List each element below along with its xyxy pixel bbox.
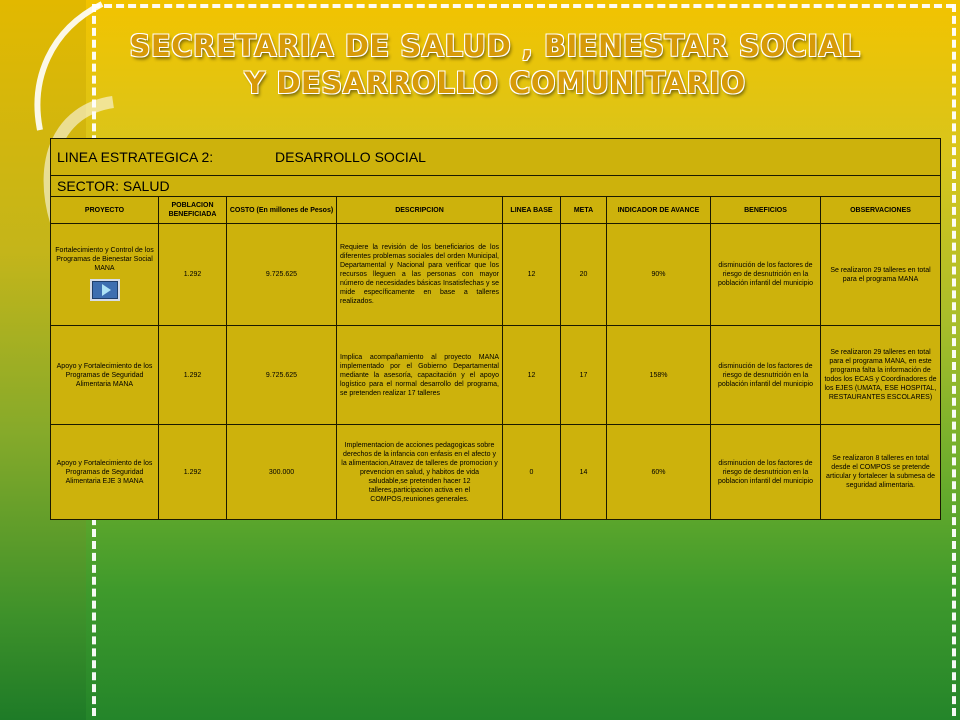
sector-label: SECTOR: — [57, 178, 119, 194]
table-row — [51, 425, 941, 520]
cell-descripcion: Implementacion de acciones pedagogicas sobre derechos de la infancia con enfasis en el afecto y la alimentacion,Atravez de talleres de promocion y prevencion en salud, y habitos de vida saludable,se pretenden hacer 12 talleres,participacion activa en el COMPOS,reuniones generales. — [337, 425, 503, 520]
col-header-costo: COSTO (En millones de Pesos) — [227, 197, 337, 224]
table-header-row — [51, 197, 941, 224]
cell-linea-base: 0 — [503, 425, 561, 520]
cell-indicador: 158% — [607, 326, 711, 425]
cell-observaciones: Se realizaron 29 talleres en total para el programa MANA — [821, 224, 941, 326]
projects-table-container — [50, 138, 940, 520]
cell-costo: 9.725.625 — [227, 224, 337, 326]
cell-observaciones: Se realizaron 8 talleres en total desde el COMPOS se pretende articular y fortalecer la submesa de seguridad alimentaria. — [821, 425, 941, 520]
table-row — [51, 224, 941, 326]
slide-title — [100, 28, 890, 102]
col-header-proyecto: PROYECTO — [51, 197, 159, 224]
table-row — [51, 326, 941, 425]
col-header-meta: META — [561, 197, 607, 224]
col-header-indicador: INDICADOR DE AVANCE — [607, 197, 711, 224]
cell-beneficios: disminución de los factores de riesgo de desnutrición en la población infantil del municipio — [711, 326, 821, 425]
cell-linea-base: 12 — [503, 326, 561, 425]
dashed-border-right — [952, 4, 956, 716]
cell-observaciones: Se realizaron 29 talleres en total para el programa MANA, en este programa falta la información de todos los ECAS y Coordinadores de los EJES (UMATA, ESE HOSPITAL, RESTAURANTES ESCOLARES) — [821, 326, 941, 425]
cell-beneficios: disminucion de los factores de riesgo de desnutricion en la poblacion infantil del municipio — [711, 425, 821, 520]
cell-proyecto: Apoyo y Fortalecimiento de los Programas de Seguridad Alimentaria EJE 3 MANA — [51, 425, 159, 520]
sector-row — [51, 176, 941, 197]
cell-beneficios: disminución de los factores de riesgo de desnutrición en la población infantil del municipio — [711, 224, 821, 326]
strategic-line-value: DESARROLLO SOCIAL — [275, 149, 426, 165]
cell-poblacion: 1.292 — [159, 326, 227, 425]
col-header-descripcion: DESCRIPCION — [337, 197, 503, 224]
cell-poblacion: 1.292 — [159, 224, 227, 326]
col-header-linea-base: LINEA BASE — [503, 197, 561, 224]
cell-costo: 9.725.625 — [227, 326, 337, 425]
strategic-line-label: LINEA ESTRATEGICA 2: — [57, 149, 214, 165]
slide-title-line1: SECRETARIA DE SALUD , BIENESTAR SOCIAL — [129, 29, 861, 63]
cell-indicador: 60% — [607, 425, 711, 520]
cell-meta: 20 — [561, 224, 607, 326]
col-header-beneficios: BENEFICIOS — [711, 197, 821, 224]
col-header-observaciones: OBSERVACIONES — [821, 197, 941, 224]
sector-value: SALUD — [122, 178, 170, 194]
cell-descripcion: Requiere la revisión de los beneficiarios de los diferentes problemas sociales del orden Municipal, Departamental y Nacional para verificar que los recursos lleguen a las personas con mayor número de necesidades básicas Insatisfechas y se mide específicamente en base a talleres realizados. — [337, 224, 503, 326]
cell-meta: 17 — [561, 326, 607, 425]
cell-proyecto-text: Fortalecimiento y Control de los Programas de Bienestar Social MANA — [55, 246, 154, 272]
cell-costo: 300.000 — [227, 425, 337, 520]
cell-meta: 14 — [561, 425, 607, 520]
dashed-border-top — [92, 4, 954, 8]
cell-poblacion: 1.292 — [159, 425, 227, 520]
next-slide-icon[interactable] — [90, 279, 120, 301]
strategic-line-row — [51, 139, 941, 176]
cell-linea-base: 12 — [503, 224, 561, 326]
cell-descripcion: Implica acompañamiento al proyecto MANA implementado por el Gobierno Departamental mediante la asesoría, capacitación y el apoyo logístico para el normal desarrollo del programa, se pretenden realizar 17 talleres — [337, 326, 503, 425]
cell-proyecto: Apoyo y Fortalecimiento de los Programas de Seguridad Alimentaria MANA — [51, 326, 159, 425]
col-header-poblacion: POBLACION BENEFICIADA — [159, 197, 227, 224]
slide-title-line2: Y DESARROLLO COMUNITARIO — [244, 66, 746, 100]
projects-table — [50, 138, 941, 520]
cell-indicador: 90% — [607, 224, 711, 326]
cell-proyecto — [51, 224, 159, 326]
